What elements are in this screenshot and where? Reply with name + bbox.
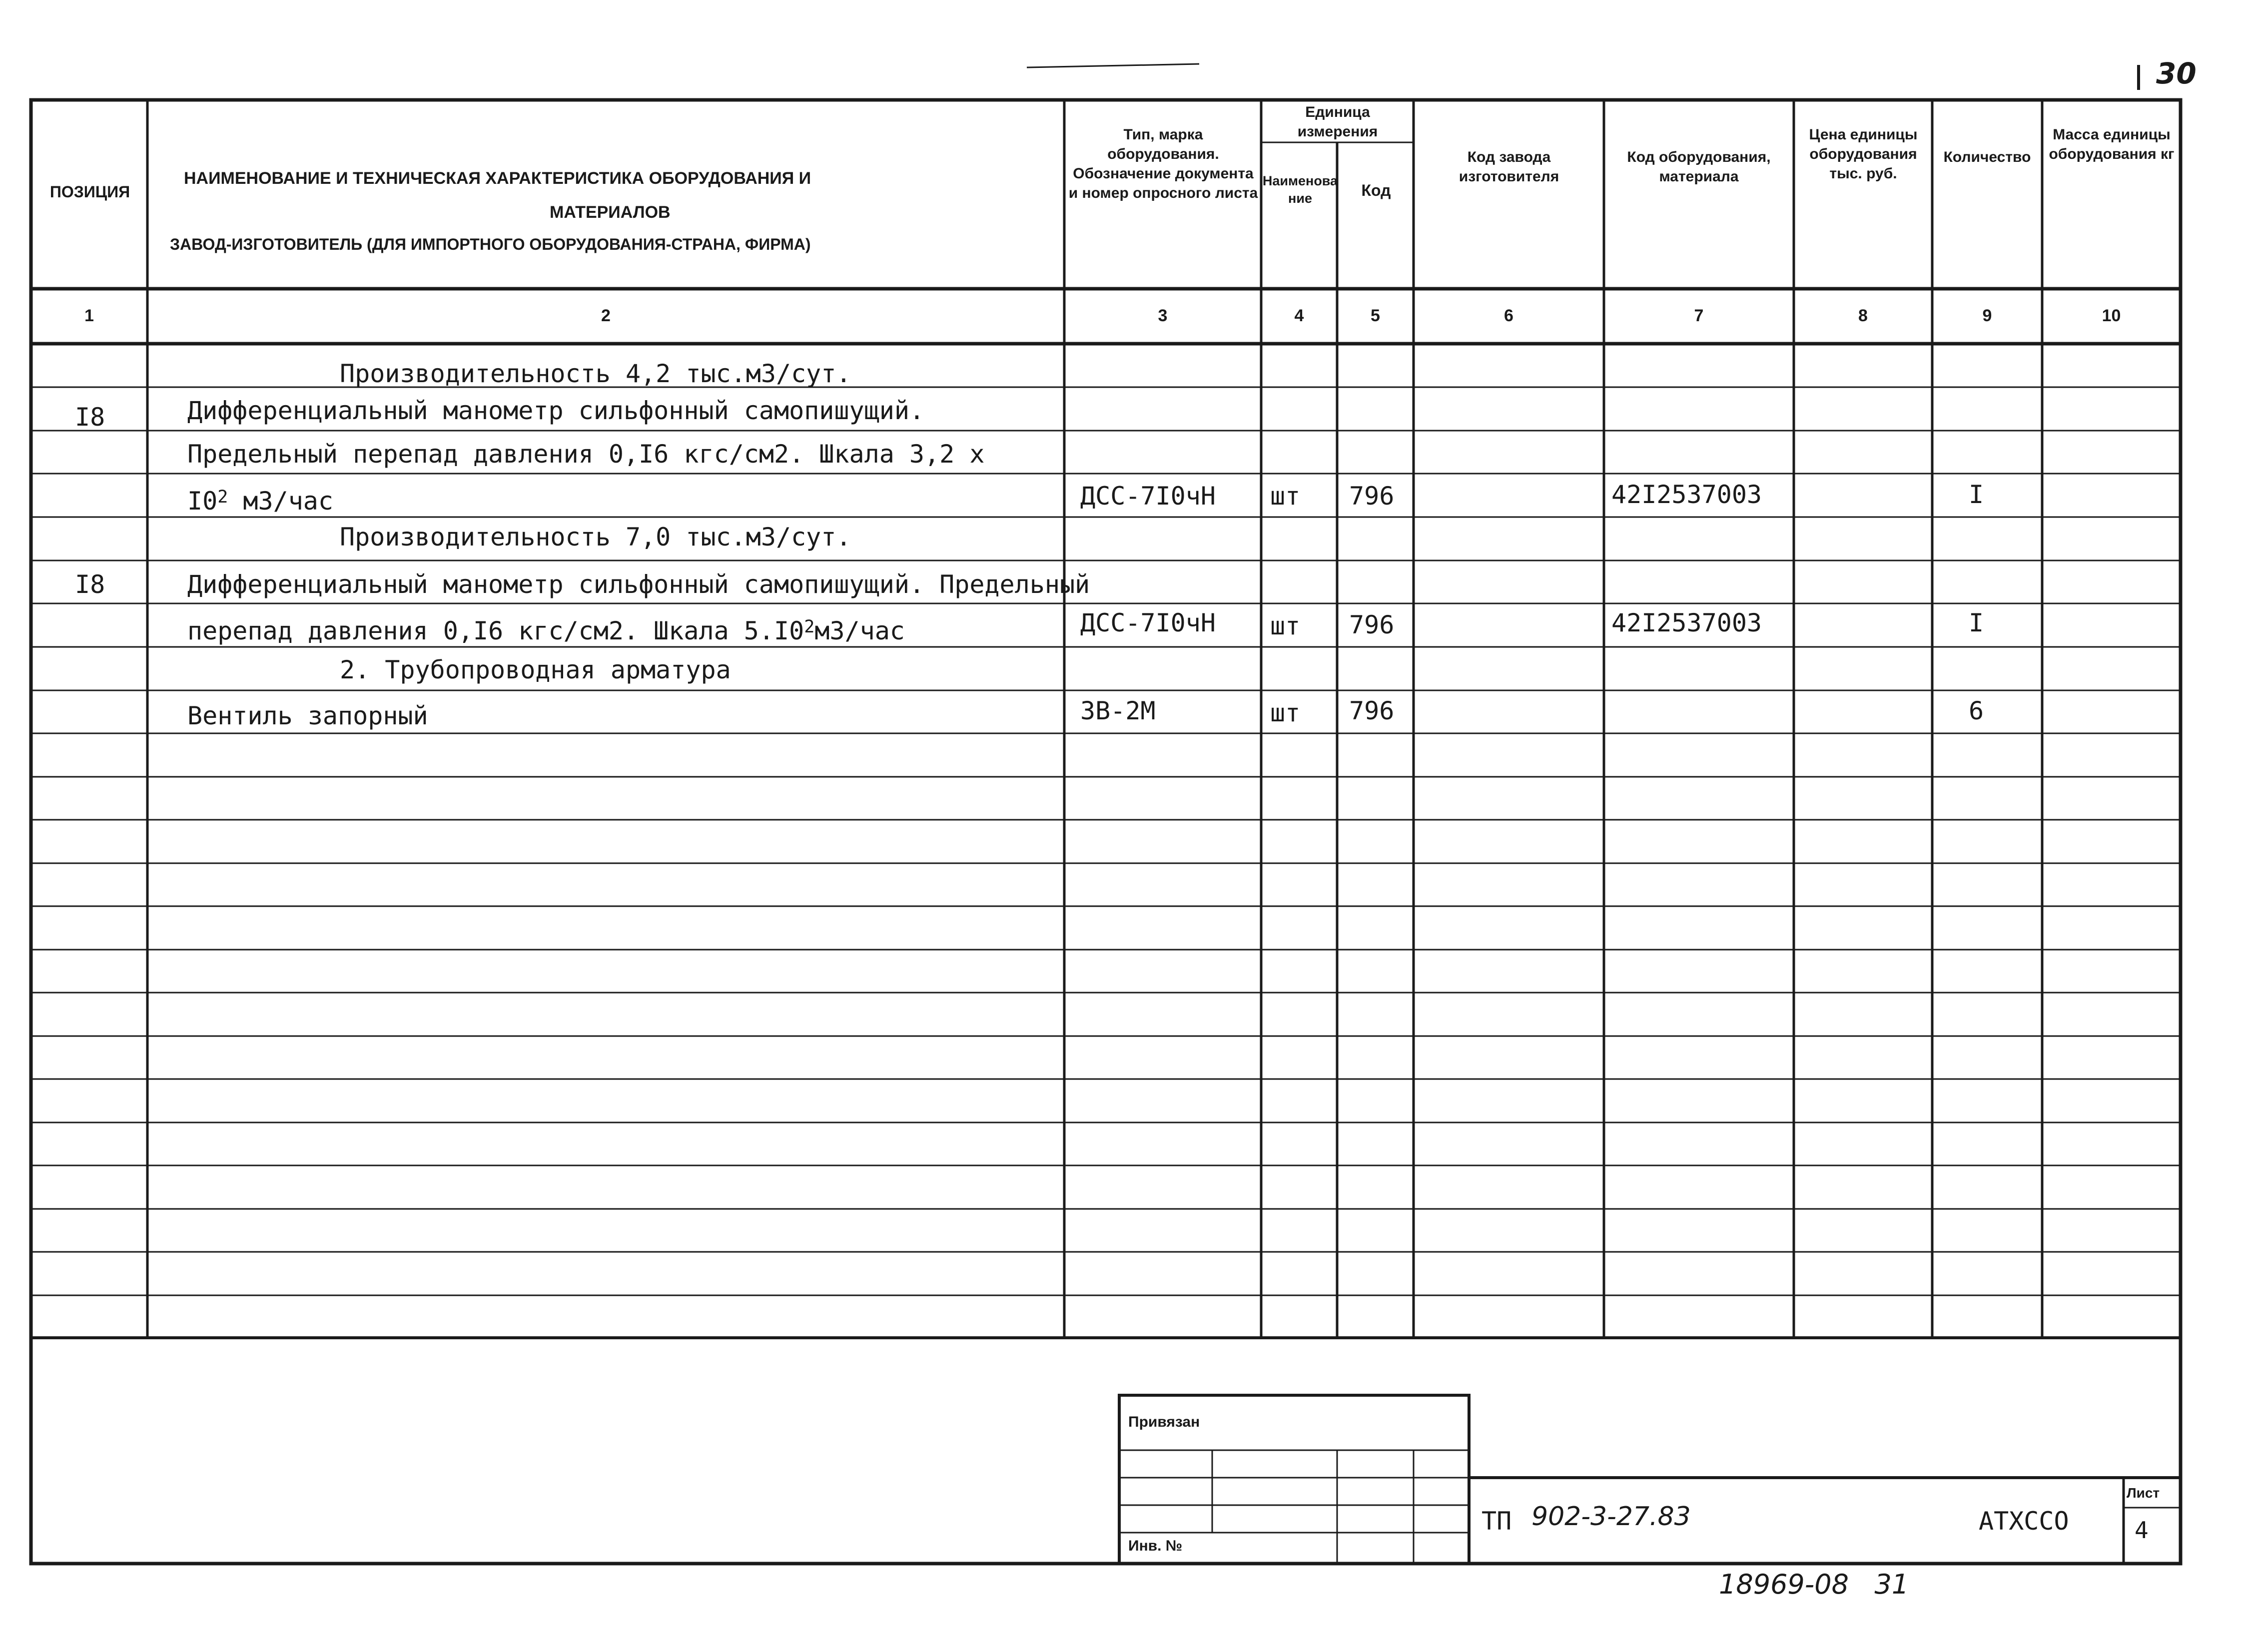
row-name: Вентиль запорный: [187, 701, 428, 730]
row-name: Производительность 4,2 тыс.м3/сут.: [340, 359, 851, 388]
col-number: 9: [1982, 306, 1992, 325]
row-name: перепад давления 0,I6 кгс/см2. Шкала $5.I0^2м3$/час: [187, 616, 905, 645]
row-position: I8: [75, 570, 105, 599]
header-unit-group: Единица измерения: [1297, 104, 1378, 140]
row-unit-code: 796: [1349, 482, 1395, 511]
row-name: Производительность 7,0 тыс.м3/сут.: [340, 523, 851, 551]
row-name: Дифференциальный манометр сильфонный самопишущий. Предельный: [187, 570, 1090, 599]
col-number: 8: [1858, 306, 1868, 325]
row-quantity: I: [1969, 480, 1984, 509]
row-quantity: 6: [1969, 696, 1984, 725]
header-unit-name: Наименование: [1262, 173, 1338, 206]
header-mass: Масса единицы оборудования кг: [2049, 126, 2175, 162]
header-quantity: Количество: [1943, 149, 2031, 165]
col-number: 7: [1694, 306, 1704, 325]
col-number: 10: [2102, 306, 2121, 325]
header-factory-code: Код завода изготовителя: [1459, 149, 1559, 185]
header-unit-code: Код: [1361, 181, 1391, 199]
row-unit: шт: [1270, 698, 1301, 727]
row-type: ДСС-7I0чН: [1080, 482, 1216, 511]
header-price: Цена единицы оборудования тыс. руб.: [1809, 126, 1918, 182]
col-number: 3: [1158, 306, 1168, 325]
row-unit: шт: [1270, 611, 1301, 640]
row-unit-code: 796: [1349, 696, 1395, 725]
col-number: 4: [1294, 306, 1304, 325]
col-number: 6: [1504, 306, 1513, 325]
sheet-label: Лист: [2127, 1485, 2160, 1501]
row-unit: шт: [1270, 482, 1301, 511]
row-equipment-code: 42I2537003: [1611, 480, 1762, 509]
header-position: ПОЗИЦИЯ: [49, 183, 130, 201]
sheet-number: 4: [2135, 1517, 2149, 1544]
row-position: I8: [75, 403, 105, 432]
row-name: Дифференциальный манометр сильфонный самопишущий.: [187, 396, 925, 425]
header-name-line2: МАТЕРИАЛОВ: [550, 203, 671, 222]
doc-code: ТП: [1482, 1507, 1512, 1536]
doc-number: 902-3-27.83: [1531, 1502, 1691, 1532]
row-quantity: I: [1969, 608, 1984, 637]
row-equipment-code: 42I2537003: [1611, 608, 1762, 637]
row-name: 2. Трубопроводная арматура: [340, 655, 731, 684]
doc-suffix: АТХССО: [1979, 1507, 2069, 1536]
footer-handwritten-number: 18969-08 31: [1719, 1569, 1909, 1600]
header-equipment-code: Код оборудования, материала: [1627, 149, 1771, 185]
page-number: 30: [2156, 56, 2197, 90]
row-name: $I0^2$ м3/час: [187, 487, 334, 516]
stamp-inv-label: Инв. №: [1128, 1538, 1183, 1554]
row-name: Предельный перепад давления 0,I6 кгс/см2. Шкала 3,2 х: [187, 440, 985, 469]
stamp-bound-label: Привязан: [1128, 1414, 1200, 1430]
row-type: 3В-2М: [1080, 696, 1156, 725]
col-number: 2: [601, 306, 611, 325]
row-type: ДСС-7I0чН: [1080, 608, 1216, 637]
col-number: 5: [1371, 306, 1380, 325]
header-type: Тип, марка оборудования. Обозначение документа и номер опросного листа: [1068, 126, 1258, 201]
header-name-line1: НАИМЕНОВАНИЕ И ТЕХНИЧЕСКАЯ ХАРАКТЕРИСТИКА ОБОРУДОВАНИЯ И: [184, 169, 811, 188]
row-unit-code: 796: [1349, 610, 1395, 639]
col-number: 1: [84, 306, 94, 325]
header-name-line3: ЗАВОД-ИЗГОТОВИТЕЛЬ (ДЛЯ ИМПОРТНОГО ОБОРУДОВАНИЯ-СТРАНА, ФИРМА): [170, 235, 811, 253]
